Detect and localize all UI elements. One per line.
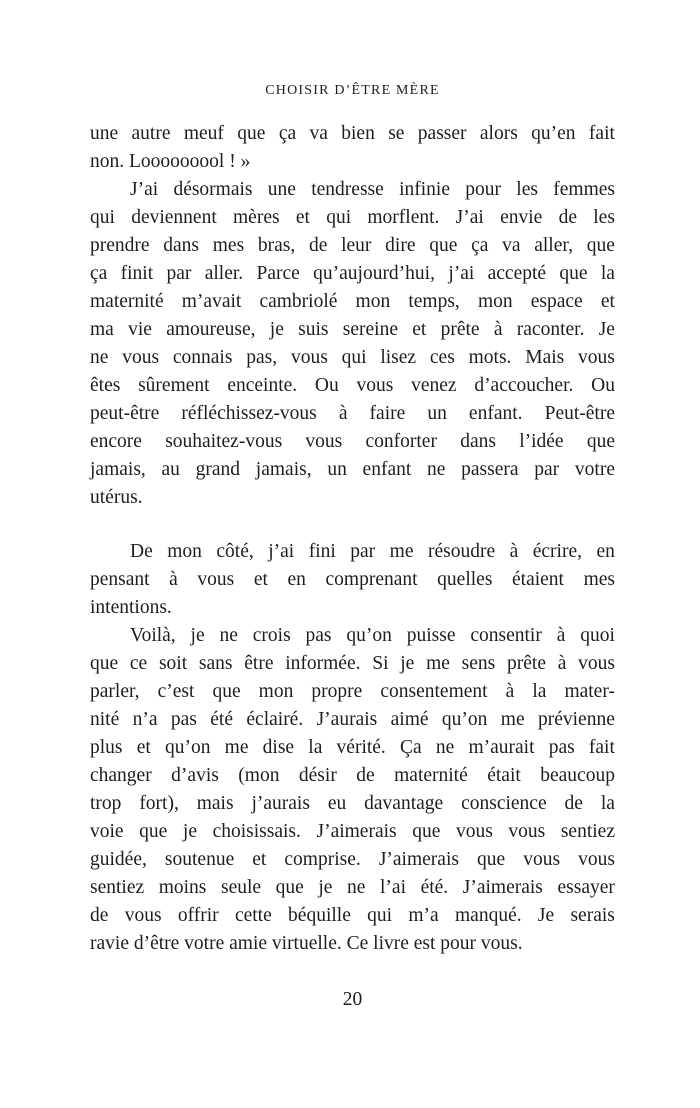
text-line: trop fort), mais j’aurais eu davantage conscience de la <box>90 793 615 814</box>
paragraph <box>90 120 615 176</box>
text-line: peut-être réfléchissez-vous à faire un enfant. Peut-être <box>90 403 615 424</box>
text-line: utérus. <box>90 487 143 508</box>
text-line: De mon côté, j’ai fini par me résoudre à écrire, en <box>130 541 615 562</box>
text-line: voie que je choisissais. J’aimerais que vous vous sentiez <box>90 821 615 842</box>
text-line: ne vous connais pas, vous qui lisez ces mots. Mais vous <box>90 347 615 368</box>
text-line: Voilà, je ne crois pas qu’on puisse consentir à quoi <box>130 625 615 646</box>
text-line: non. Looooooool ! » <box>90 151 251 172</box>
page-number: 20 <box>342 989 363 1010</box>
paragraph <box>90 538 615 622</box>
text-line: parler, c’est que mon propre consentement à la mater- <box>90 681 615 702</box>
text-line: êtes sûrement enceinte. Ou vous venez d’accoucher. Ou <box>90 375 615 396</box>
text-line: plus et qu’on me dise la vérité. Ça ne m’aurait pas fait <box>90 737 615 758</box>
text-line: ça finit par aller. Parce qu’aujourd’hui, j’ai accepté que la <box>90 263 615 284</box>
running-head: CHOISIR D’ÊTRE MÈRE <box>265 83 440 98</box>
text-line: jamais, au grand jamais, un enfant ne passera par votre <box>90 459 615 480</box>
text-line: que ce soit sans être informée. Si je me sens prête à vous <box>90 653 615 674</box>
text-line: nité n’a pas été éclairé. J’aurais aimé qu’on me prévienne <box>90 709 615 730</box>
text-line: guidée, soutenue et comprise. J’aimerais que vous vous <box>90 849 615 870</box>
text-line: intentions. <box>90 597 172 618</box>
body-text <box>90 120 615 958</box>
text-line: maternité m’avait cambriolé mon temps, mon espace et <box>90 291 615 312</box>
text-line: changer d’avis (mon désir de maternité était beaucoup <box>90 765 615 786</box>
paragraph <box>90 176 615 512</box>
text-line: sentiez moins seule que je ne l’ai été. J’aimerais essayer <box>90 877 615 898</box>
text-line: encore souhaitez-vous vous conforter dans l’idée que <box>90 431 615 452</box>
text-line: une autre meuf que ça va bien se passer alors qu’en fait <box>90 123 615 144</box>
text-line: prendre dans mes bras, de leur dire que ça va aller, que <box>90 235 615 256</box>
text-line: J’ai désormais une tendresse infinie pour les femmes <box>130 179 615 200</box>
paragraph <box>90 622 615 958</box>
text-line: ma vie amoureuse, je suis sereine et prête à raconter. Je <box>90 319 615 340</box>
text-line: qui deviennent mères et qui morflent. J’ai envie de les <box>90 207 615 228</box>
text-line: pensant à vous et en comprenant quelles étaient mes <box>90 569 615 590</box>
text-line: de vous offrir cette béquille qui m’a manqué. Je serais <box>90 905 615 926</box>
text-line: ravie d’être votre amie virtuelle. Ce livre est pour vous. <box>90 933 523 954</box>
